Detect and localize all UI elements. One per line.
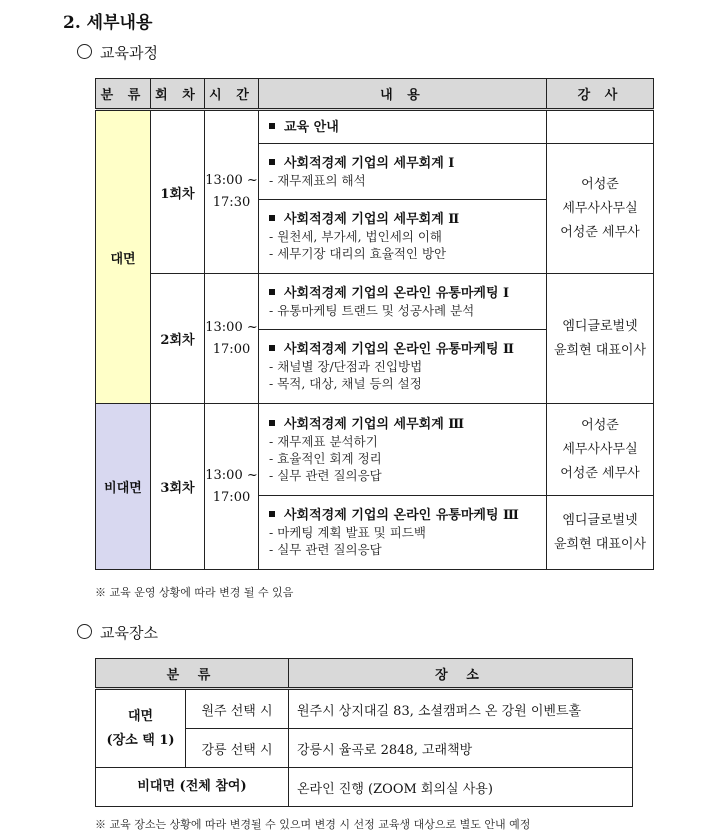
venue-header-row <box>96 659 633 689</box>
lecturer-line: 윤희현 대표이사 <box>553 342 647 358</box>
venue-header-category: 분 류 <box>96 659 289 689</box>
header-category: 분 류 <box>96 79 151 110</box>
venue-note: ※ 교육 장소는 상황에 따라 변경될 수 있으며 변경 시 선정 교육생 대상으로 별도 안내 예정 <box>95 818 531 831</box>
venue-table <box>95 658 633 807</box>
time-3 <box>205 404 259 570</box>
curriculum-heading <box>77 42 158 63</box>
venue-face-line: 대면 <box>127 708 154 724</box>
content-item <box>259 330 547 404</box>
category-face: 대면 <box>96 110 151 404</box>
time-3-start: 13:00 ~ <box>205 467 258 483</box>
venue-place-gangneung: 강릉시 율곡로 2848, 고래책방 <box>289 729 633 768</box>
content-line: - 재무제표 분석하기 <box>269 433 378 449</box>
time-2 <box>205 274 259 404</box>
square-bullet-icon <box>269 511 275 517</box>
square-bullet-icon <box>269 289 275 295</box>
lecturer-3a <box>547 404 654 496</box>
square-bullet-icon <box>269 345 275 351</box>
content-title: 사회적경제 기업의 세무회계 Ⅱ <box>284 212 460 227</box>
category-nonface: 비대면 <box>96 404 151 570</box>
content-line: - 실무 관련 질의응답 <box>269 542 382 557</box>
content-line: - 원천세, 부가세, 법인세의 이해 <box>269 229 442 244</box>
venue-nonface-place: 온라인 진행 (ZOOM 회의실 사용) <box>289 768 633 807</box>
content-line: - 효율적인 회계 정리 <box>269 450 382 466</box>
content-item <box>259 404 547 496</box>
content-line: - 재무제표의 해석 <box>269 172 366 188</box>
lecturer-line: 어성준 <box>581 176 619 192</box>
venue-select-wonju: 원주 선택 시 <box>186 689 289 729</box>
lecturer-line: 엠디글로벌넷 <box>562 318 638 334</box>
content-title: 사회적경제 기업의 온라인 유통마케팅 Ⅰ <box>284 285 510 301</box>
venue-heading <box>77 622 158 643</box>
session-3: 3회차 <box>151 404 205 570</box>
venue-select-gangneung: 강릉 선택 시 <box>186 729 289 768</box>
session-1: 1회차 <box>151 110 205 274</box>
circle-bullet-icon <box>77 44 92 59</box>
table-row <box>96 768 633 807</box>
header-time: 시 간 <box>205 79 259 110</box>
section-heading: 세부내용 <box>86 13 153 33</box>
lecturer-line: 윤희현 대표이사 <box>553 536 647 552</box>
content-item <box>259 110 547 144</box>
venue-face-line: (장소 택 1) <box>106 732 175 748</box>
venue-place-wonju: 원주시 상지대길 83, 소셜캠퍼스 온 강원 이벤트홀 <box>289 689 633 729</box>
section-number: 2. <box>63 13 81 33</box>
lecturer-line: 세무사사무실 <box>562 200 638 216</box>
venue-heading-text: 교육장소 <box>100 624 158 642</box>
time-1-start: 13:00 ~ <box>205 173 258 188</box>
time-2-end: 17:00 <box>212 341 251 357</box>
content-item <box>259 200 547 274</box>
curriculum-heading-text: 교육과정 <box>100 44 158 62</box>
curriculum-table <box>95 78 654 570</box>
time-1 <box>205 110 259 274</box>
content-line: - 실무 관련 질의응답 <box>269 467 382 483</box>
content-line: - 유통마케팅 트랜드 및 성공사례 분석 <box>269 302 475 318</box>
curriculum-header-row <box>96 79 654 110</box>
content-title: 사회적경제 기업의 온라인 유통마케팅 Ⅲ <box>284 508 519 523</box>
lecturer-2 <box>547 274 654 404</box>
content-title: 사회적경제 기업의 온라인 유통마케팅 Ⅱ <box>284 342 514 357</box>
time-3-end: 17:00 <box>212 489 251 505</box>
time-2-start: 13:00 ~ <box>205 319 258 335</box>
lecturer-line: 엠디글로벌넷 <box>562 512 638 528</box>
header-session: 회 차 <box>151 79 205 110</box>
curriculum-note: ※ 교육 운영 상황에 따라 변경 될 수 있음 <box>95 586 294 599</box>
content-item <box>259 496 547 570</box>
content-item <box>259 144 547 200</box>
content-item <box>259 274 547 330</box>
lecturer-line: 어성준 세무사 <box>560 465 640 481</box>
header-lecturer: 강 사 <box>547 79 654 110</box>
square-bullet-icon <box>269 159 275 165</box>
content-line: - 마케팅 계획 발표 및 피드백 <box>269 525 426 540</box>
table-row <box>96 274 654 330</box>
square-bullet-icon <box>269 123 275 129</box>
square-bullet-icon <box>269 420 275 426</box>
lecturer-line: 어성준 <box>581 417 619 433</box>
table-row <box>96 404 654 496</box>
section-title <box>63 8 152 33</box>
lecturer-line: 세무사사무실 <box>562 441 638 457</box>
content-title: 사회적경제 기업의 세무회계 Ⅰ <box>284 155 455 171</box>
table-row <box>96 110 654 144</box>
content-title: 사회적경제 기업의 세무회계 Ⅲ <box>284 416 465 432</box>
content-line: - 목적, 대상, 채널 등의 설정 <box>269 376 422 391</box>
session-2: 2회차 <box>151 274 205 404</box>
content-title: 교육 안내 <box>284 119 339 135</box>
lecturer-3b <box>547 496 654 570</box>
lecturer-line: 어성준 세무사 <box>560 224 640 240</box>
header-content: 내 용 <box>259 79 547 110</box>
time-1-end: 17:30 <box>212 195 251 210</box>
square-bullet-icon <box>269 215 275 221</box>
lecturer-empty <box>547 110 654 144</box>
venue-header-place: 장 소 <box>289 659 633 689</box>
circle-bullet-icon <box>77 624 92 639</box>
venue-nonface-label: 비대면 (전체 참여) <box>96 768 289 807</box>
table-row <box>96 689 633 729</box>
content-line: - 채널별 장/단점과 진입방법 <box>269 359 423 374</box>
lecturer-1 <box>547 144 654 274</box>
venue-face-label <box>96 689 186 768</box>
content-line: - 세무기장 대리의 효율적인 방안 <box>269 246 447 261</box>
